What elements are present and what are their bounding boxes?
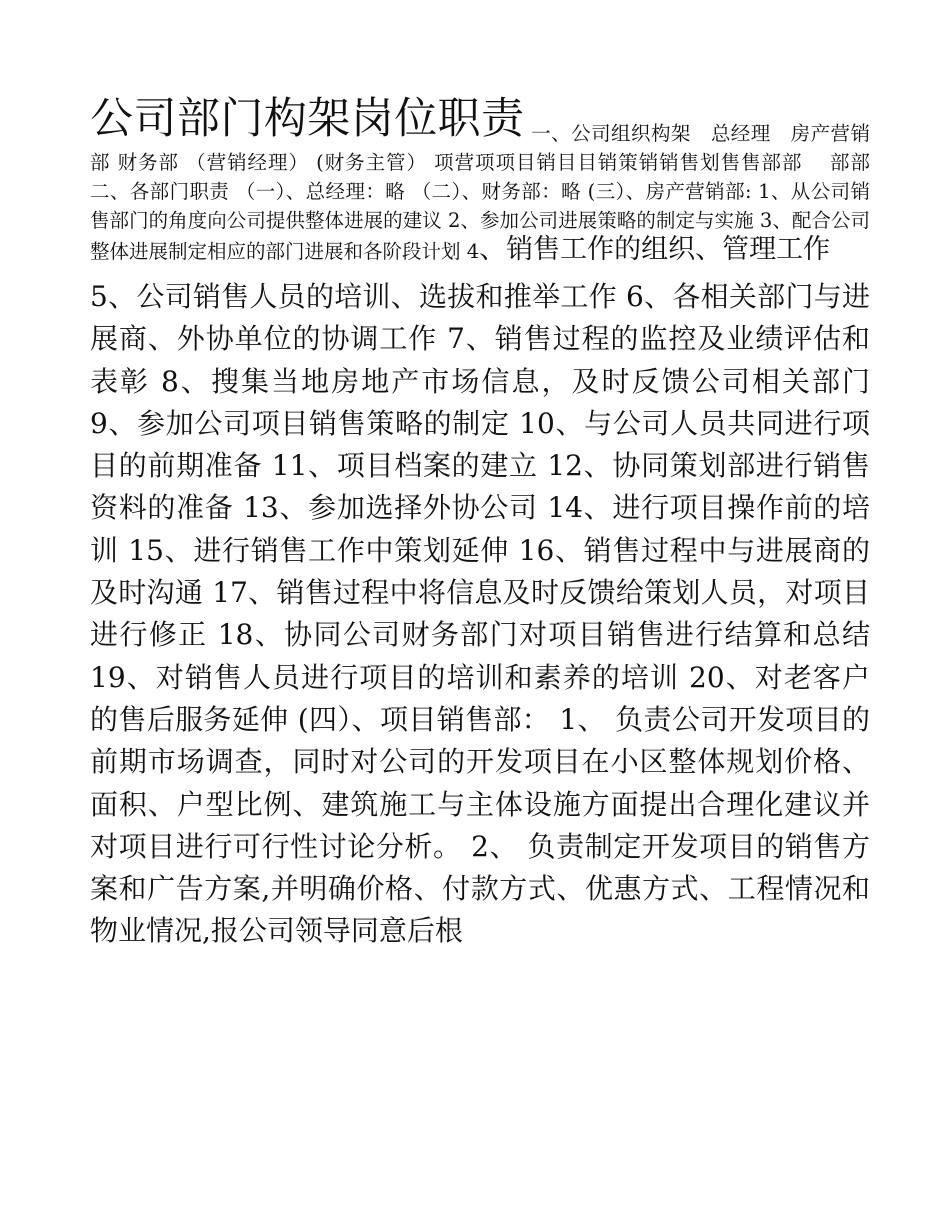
intro-paragraph — [90, 90, 949, 266]
document-title: 公司部门构架岗位职责 — [90, 94, 525, 144]
sales-management-duty-text: 、销售工作的组织、管理工作 — [479, 234, 831, 265]
document-content — [90, 90, 949, 953]
duties-body-paragraph: 5、公司销售人员的培训、选拔和推举工作 6、各相关部门与进展商、外协单位的协调工作 7、销售过程的监控及业绩评估和表彰 8、搜集当地房地产市场信息，及时反馈公司相关部门 9、参加公司项目销售策略的制定 10、与公司人员共同进行项目的前期准备 11、项目档案的建立 12、协同策划部进行销售资料的准备 13、参加选择外协公司 14、进行项目操作前的培训 15、进行销售工作中策划延伸 16、销售过程中与进展商的及时沟通 17、销售过程中将信息及时反馈给策划人员，对项目进行修正 18、协同公司财务部门对项目销售进行结算和总结 19、对销售人员进行项目的培训和素养的培训 20、对老客户的售后服务延伸 (四）、项目销售部： 1、 负责公司开发项目的前期市场调查，同时对公司的开发项目在小区整体规划价格、面积、户型比例、建筑施工与主体设施方面提出合理化建议并对项目进行可行性讨论分析。 2、 负责制定开发项目的销售方案和广告方案,并明确价格、付款方式、优惠方式、工程情况和物业情况,报公司领导同意后根 — [90, 280, 870, 948]
org-structure-and-duties-text: 一、公司组织构架 总经理 房产营销部 财务部 （营销经理） (财务主管） 项营项项目销目目销策销销售划售售部部 部部 二、各部门职责 （一）、总经理：略 （二）、财务部：略 (三）、房产营销部: 1、从公司销售部门的角度向公司提供整体进展的建议 2、参加公司进展策略的制定与实施 3、配合公司整体进展制定相应的部门进展和各阶段计划 4 — [90, 122, 949, 263]
